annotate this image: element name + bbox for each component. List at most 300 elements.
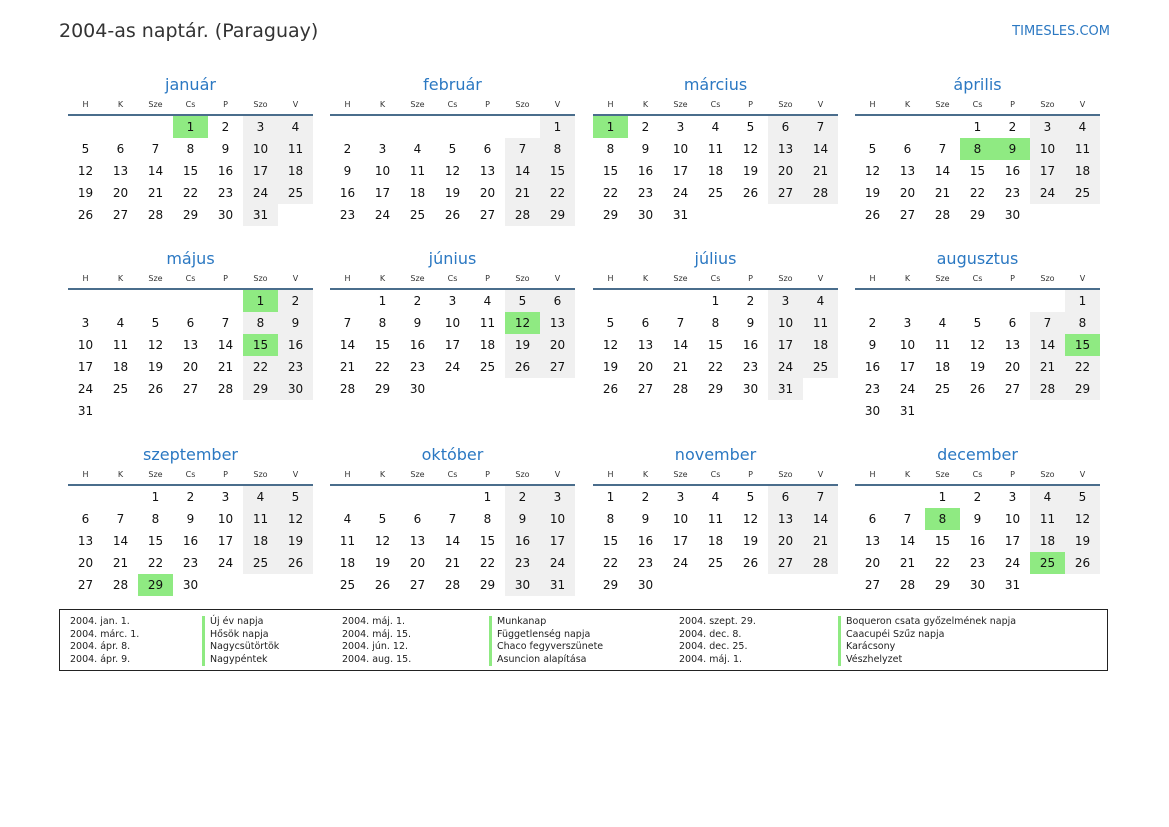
day-cell: 29 bbox=[602, 578, 619, 592]
day-cell: 20 bbox=[864, 556, 881, 570]
day-cell: 2 bbox=[1008, 120, 1017, 134]
day-cell: 28 bbox=[112, 578, 129, 592]
day-cell: 27 bbox=[1004, 382, 1021, 396]
weekday-header: Szo bbox=[1030, 466, 1065, 486]
day-cell: 23 bbox=[217, 186, 234, 200]
day-cell: 7 bbox=[221, 316, 230, 330]
day-cell: 18 bbox=[409, 186, 426, 200]
day-cell: 10 bbox=[217, 512, 234, 526]
day-cell: 13 bbox=[1004, 338, 1021, 352]
day-cell: 29 bbox=[182, 208, 199, 222]
day-cell: 13 bbox=[409, 534, 426, 548]
day-cell: 10 bbox=[1004, 512, 1021, 526]
weekday-header: K bbox=[365, 466, 400, 486]
month-day-grid bbox=[593, 466, 838, 596]
day-cell: 3 bbox=[378, 142, 387, 156]
legend-dates-col-3 bbox=[679, 616, 756, 666]
day-cell: 28 bbox=[803, 182, 838, 204]
day-cell: 25 bbox=[707, 186, 724, 200]
day-cell: 13 bbox=[479, 164, 496, 178]
weekday-header: P bbox=[208, 96, 243, 116]
day-cell: 23 bbox=[505, 552, 540, 574]
month-day-grid bbox=[330, 96, 575, 226]
weekday-header: Szo bbox=[768, 96, 803, 116]
day-cell: 16 bbox=[637, 164, 654, 178]
empty-cell bbox=[365, 116, 400, 138]
month-name: augusztus bbox=[936, 249, 1019, 268]
month-szeptember bbox=[68, 444, 313, 596]
day-cell: 10 bbox=[243, 138, 278, 160]
day-cell: 6 bbox=[868, 512, 877, 526]
weekday-header: K bbox=[103, 466, 138, 486]
day-cell: 5 bbox=[868, 142, 877, 156]
day-cell: 26 bbox=[864, 208, 881, 222]
day-cell: 12 bbox=[77, 164, 94, 178]
empty-cell bbox=[995, 290, 1030, 312]
day-cell: 4 bbox=[711, 490, 720, 504]
day-cell: 2 bbox=[186, 490, 195, 504]
month-október bbox=[330, 444, 575, 596]
day-cell: 6 bbox=[81, 512, 90, 526]
day-cell: 4 bbox=[711, 120, 720, 134]
holiday-day-cell: 15 bbox=[1065, 334, 1100, 356]
day-cell: 1 bbox=[540, 116, 575, 138]
day-cell: 2 bbox=[505, 486, 540, 508]
day-cell: 7 bbox=[343, 316, 352, 330]
day-cell: 9 bbox=[278, 312, 313, 334]
weekday-header: K bbox=[628, 270, 663, 290]
weekday-header: Cs bbox=[698, 270, 733, 290]
day-cell: 20 bbox=[768, 160, 803, 182]
day-cell: 18 bbox=[243, 530, 278, 552]
day-cell: 13 bbox=[864, 534, 881, 548]
empty-cell bbox=[138, 290, 173, 312]
day-cell: 23 bbox=[278, 356, 313, 378]
day-cell: 21 bbox=[112, 556, 129, 570]
day-cell: 18 bbox=[339, 556, 356, 570]
day-cell: 23 bbox=[969, 556, 986, 570]
weekday-header: H bbox=[68, 96, 103, 116]
empty-cell bbox=[173, 290, 208, 312]
weekday-header: Sze bbox=[663, 96, 698, 116]
month-day-grid bbox=[330, 466, 575, 596]
day-cell: 27 bbox=[479, 208, 496, 222]
day-cell: 26 bbox=[969, 382, 986, 396]
day-cell: 3 bbox=[448, 294, 457, 308]
day-cell: 31 bbox=[1004, 578, 1021, 592]
month-name: július bbox=[694, 249, 737, 268]
month-július bbox=[593, 248, 838, 400]
day-cell: 13 bbox=[899, 164, 916, 178]
day-cell: 21 bbox=[803, 160, 838, 182]
month-name: június bbox=[428, 249, 477, 268]
day-cell: 24 bbox=[672, 186, 689, 200]
weekday-header: Cs bbox=[435, 466, 470, 486]
day-cell: 14 bbox=[934, 164, 951, 178]
day-cell: 13 bbox=[77, 534, 94, 548]
legend-holiday-name: Hősök napja bbox=[210, 628, 269, 640]
holiday-day-cell: 1 bbox=[173, 116, 208, 138]
day-cell: 18 bbox=[112, 360, 129, 374]
month-name: április bbox=[953, 75, 1002, 94]
day-cell: 31 bbox=[540, 574, 575, 596]
empty-cell bbox=[1030, 290, 1065, 312]
day-cell: 10 bbox=[540, 508, 575, 530]
weekday-header: Sze bbox=[925, 96, 960, 116]
weekday-header: H bbox=[330, 270, 365, 290]
day-cell: 20 bbox=[637, 360, 654, 374]
weekday-header: Sze bbox=[400, 270, 435, 290]
day-cell: 10 bbox=[768, 312, 803, 334]
day-cell: 14 bbox=[803, 508, 838, 530]
day-cell: 30 bbox=[637, 208, 654, 222]
legend-holiday-name: Asuncion alapítása bbox=[497, 653, 587, 665]
day-cell: 23 bbox=[409, 360, 426, 374]
weekday-header: P bbox=[733, 96, 768, 116]
weekday-header: H bbox=[593, 270, 628, 290]
weekday-header: Sze bbox=[663, 466, 698, 486]
weekday-header: Cs bbox=[960, 96, 995, 116]
day-cell: 14 bbox=[505, 160, 540, 182]
day-cell: 28 bbox=[1030, 378, 1065, 400]
day-cell: 8 bbox=[243, 312, 278, 334]
day-cell: 16 bbox=[278, 334, 313, 356]
weekday-header: H bbox=[68, 466, 103, 486]
legend-date: 2004. dec. 8. bbox=[679, 628, 742, 640]
weekday-header: P bbox=[995, 270, 1030, 290]
day-cell: 15 bbox=[602, 534, 619, 548]
holiday-day-cell: 15 bbox=[243, 334, 278, 356]
weekday-header: Sze bbox=[925, 270, 960, 290]
day-cell: 18 bbox=[278, 160, 313, 182]
day-cell: 7 bbox=[505, 138, 540, 160]
empty-cell bbox=[628, 290, 663, 312]
day-cell: 17 bbox=[243, 160, 278, 182]
day-cell: 13 bbox=[768, 138, 803, 160]
holiday-day-cell: 12 bbox=[505, 312, 540, 334]
day-cell: 3 bbox=[1030, 116, 1065, 138]
day-cell: 30 bbox=[864, 404, 881, 418]
day-cell: 21 bbox=[505, 182, 540, 204]
day-cell: 23 bbox=[637, 556, 654, 570]
day-cell: 30 bbox=[505, 574, 540, 596]
weekday-header: V bbox=[1065, 270, 1100, 290]
day-cell: 2 bbox=[746, 294, 755, 308]
month-name: december bbox=[937, 445, 1018, 464]
weekday-header: H bbox=[593, 96, 628, 116]
day-cell: 4 bbox=[278, 116, 313, 138]
day-cell: 17 bbox=[217, 534, 234, 548]
day-cell: 4 bbox=[343, 512, 352, 526]
legend-holiday-name: Karácsony bbox=[846, 641, 896, 652]
day-cell: 18 bbox=[803, 334, 838, 356]
empty-cell bbox=[103, 486, 138, 508]
day-cell: 17 bbox=[768, 334, 803, 356]
day-cell: 20 bbox=[182, 360, 199, 374]
day-cell: 6 bbox=[540, 290, 575, 312]
weekday-header: V bbox=[803, 270, 838, 290]
day-cell: 17 bbox=[672, 534, 689, 548]
day-cell: 15 bbox=[374, 338, 391, 352]
empty-cell bbox=[890, 290, 925, 312]
weekday-header: V bbox=[1065, 466, 1100, 486]
empty-cell bbox=[855, 116, 890, 138]
weekday-header: V bbox=[540, 270, 575, 290]
day-cell: 24 bbox=[768, 356, 803, 378]
day-cell: 23 bbox=[637, 186, 654, 200]
day-cell: 20 bbox=[768, 530, 803, 552]
day-cell: 7 bbox=[803, 486, 838, 508]
day-cell: 26 bbox=[602, 382, 619, 396]
month-day-grid bbox=[855, 466, 1100, 596]
day-cell: 25 bbox=[707, 556, 724, 570]
day-cell: 17 bbox=[374, 186, 391, 200]
day-cell: 8 bbox=[606, 142, 615, 156]
month-day-grid bbox=[855, 270, 1100, 422]
day-cell: 26 bbox=[1065, 552, 1100, 574]
empty-cell bbox=[330, 116, 365, 138]
empty-cell bbox=[400, 486, 435, 508]
weekday-header: K bbox=[890, 466, 925, 486]
day-cell: 22 bbox=[147, 556, 164, 570]
day-cell: 9 bbox=[221, 142, 230, 156]
legend-date: 2004. dec. 25. bbox=[679, 641, 748, 652]
legend-names-col-3 bbox=[838, 616, 1016, 666]
day-cell: 9 bbox=[641, 512, 650, 526]
weekday-header: H bbox=[855, 96, 890, 116]
day-cell: 15 bbox=[969, 164, 986, 178]
month-március bbox=[593, 74, 838, 226]
day-cell: 11 bbox=[339, 534, 356, 548]
month-day-grid bbox=[593, 96, 838, 226]
day-cell: 5 bbox=[378, 512, 387, 526]
day-cell: 28 bbox=[217, 382, 234, 396]
weekday-header: V bbox=[803, 96, 838, 116]
weekday-header: Szo bbox=[1030, 270, 1065, 290]
holiday-day-cell: 9 bbox=[995, 138, 1030, 160]
legend-holiday-name: Chaco fegyverszünete bbox=[497, 641, 604, 652]
day-cell: 31 bbox=[768, 378, 803, 400]
day-cell: 21 bbox=[444, 556, 461, 570]
day-cell: 25 bbox=[278, 182, 313, 204]
day-cell: 20 bbox=[1004, 360, 1021, 374]
day-cell: 10 bbox=[444, 316, 461, 330]
holiday-day-cell: 1 bbox=[243, 290, 278, 312]
empty-cell bbox=[103, 290, 138, 312]
day-cell: 23 bbox=[1004, 186, 1021, 200]
day-cell: 7 bbox=[448, 512, 457, 526]
empty-cell bbox=[593, 290, 628, 312]
day-cell: 8 bbox=[711, 316, 720, 330]
day-cell: 13 bbox=[182, 338, 199, 352]
legend-holiday-name: Caacupéi Szűz napja bbox=[846, 628, 945, 640]
weekday-header: P bbox=[995, 96, 1030, 116]
day-cell: 25 bbox=[803, 356, 838, 378]
day-cell: 15 bbox=[707, 338, 724, 352]
weekday-header: Cs bbox=[173, 466, 208, 486]
empty-cell bbox=[68, 116, 103, 138]
weekday-header: Cs bbox=[435, 96, 470, 116]
day-cell: 14 bbox=[672, 338, 689, 352]
day-cell: 24 bbox=[444, 360, 461, 374]
weekday-header: Szo bbox=[768, 466, 803, 486]
day-cell: 3 bbox=[676, 120, 685, 134]
day-cell: 7 bbox=[151, 142, 160, 156]
empty-cell bbox=[400, 116, 435, 138]
day-cell: 10 bbox=[899, 338, 916, 352]
day-cell: 14 bbox=[112, 534, 129, 548]
day-cell: 29 bbox=[1065, 378, 1100, 400]
weekday-header: P bbox=[733, 466, 768, 486]
day-cell: 17 bbox=[672, 164, 689, 178]
day-cell: 6 bbox=[116, 142, 125, 156]
day-cell: 14 bbox=[217, 338, 234, 352]
day-cell: 28 bbox=[505, 204, 540, 226]
day-cell: 22 bbox=[374, 360, 391, 374]
month-day-grid bbox=[593, 270, 838, 400]
day-cell: 29 bbox=[243, 378, 278, 400]
day-cell: 22 bbox=[182, 186, 199, 200]
month-name: február bbox=[423, 75, 482, 94]
day-cell: 26 bbox=[742, 186, 759, 200]
empty-cell bbox=[330, 486, 365, 508]
day-cell: 15 bbox=[479, 534, 496, 548]
day-cell: 22 bbox=[602, 186, 619, 200]
weekday-header: Sze bbox=[663, 270, 698, 290]
day-cell: 28 bbox=[803, 552, 838, 574]
weekday-header: H bbox=[330, 96, 365, 116]
legend-holiday-name: Vészhelyzet bbox=[846, 653, 903, 665]
day-cell: 26 bbox=[742, 556, 759, 570]
day-cell: 1 bbox=[973, 120, 982, 134]
weekday-header: H bbox=[855, 466, 890, 486]
day-cell: 19 bbox=[864, 186, 881, 200]
day-cell: 16 bbox=[637, 534, 654, 548]
day-cell: 14 bbox=[803, 138, 838, 160]
day-cell: 18 bbox=[1030, 530, 1065, 552]
day-cell: 22 bbox=[602, 556, 619, 570]
day-cell: 5 bbox=[606, 316, 615, 330]
day-cell: 29 bbox=[540, 204, 575, 226]
legend-names-col-2 bbox=[489, 616, 603, 666]
weekday-header: Sze bbox=[400, 96, 435, 116]
weekday-header: K bbox=[103, 96, 138, 116]
empty-cell bbox=[208, 290, 243, 312]
month-name: január bbox=[165, 75, 216, 94]
day-cell: 11 bbox=[1030, 508, 1065, 530]
day-cell: 7 bbox=[676, 316, 685, 330]
month-január bbox=[68, 74, 313, 226]
day-cell: 28 bbox=[899, 578, 916, 592]
weekday-header: K bbox=[365, 96, 400, 116]
legend-date: 2004. márc. 1. bbox=[70, 628, 140, 640]
day-cell: 7 bbox=[1030, 312, 1065, 334]
day-cell: 17 bbox=[77, 360, 94, 374]
day-cell: 24 bbox=[1030, 182, 1065, 204]
day-cell: 19 bbox=[969, 360, 986, 374]
month-augusztus bbox=[855, 248, 1100, 422]
day-cell: 25 bbox=[934, 382, 951, 396]
day-cell: 22 bbox=[934, 556, 951, 570]
day-cell: 30 bbox=[182, 578, 199, 592]
day-cell: 27 bbox=[540, 356, 575, 378]
day-cell: 23 bbox=[182, 556, 199, 570]
weekday-header: Cs bbox=[173, 96, 208, 116]
day-cell: 21 bbox=[217, 360, 234, 374]
day-cell: 21 bbox=[803, 530, 838, 552]
day-cell: 29 bbox=[602, 208, 619, 222]
day-cell: 17 bbox=[1004, 534, 1021, 548]
day-cell: 19 bbox=[602, 360, 619, 374]
day-cell: 1 bbox=[483, 490, 492, 504]
day-cell: 31 bbox=[672, 208, 689, 222]
legend-names-col-1 bbox=[202, 616, 279, 666]
day-cell: 12 bbox=[602, 338, 619, 352]
day-cell: 17 bbox=[1030, 160, 1065, 182]
legend-date: 2004. máj. 1. bbox=[679, 653, 743, 665]
empty-cell bbox=[330, 290, 365, 312]
month-name: május bbox=[166, 249, 215, 268]
day-cell: 12 bbox=[1065, 508, 1100, 530]
day-cell: 5 bbox=[746, 490, 755, 504]
empty-cell bbox=[68, 290, 103, 312]
day-cell: 31 bbox=[899, 404, 916, 418]
day-cell: 30 bbox=[409, 382, 426, 396]
day-cell: 25 bbox=[112, 382, 129, 396]
day-cell: 29 bbox=[934, 578, 951, 592]
day-cell: 4 bbox=[116, 316, 125, 330]
legend-holiday-name: Új év napja bbox=[210, 616, 264, 627]
day-cell: 26 bbox=[147, 382, 164, 396]
weekday-header: V bbox=[278, 96, 313, 116]
brand-link[interactable]: TIMESLES.COM bbox=[1012, 24, 1110, 39]
legend-date: 2004. máj. 1. bbox=[342, 616, 406, 627]
day-cell: 17 bbox=[540, 530, 575, 552]
day-cell: 17 bbox=[444, 338, 461, 352]
empty-cell bbox=[435, 116, 470, 138]
day-cell: 12 bbox=[444, 164, 461, 178]
day-cell: 19 bbox=[77, 186, 94, 200]
legend-holiday-name: Nagypéntek bbox=[210, 653, 268, 665]
day-cell: 5 bbox=[746, 120, 755, 134]
day-cell: 1 bbox=[1065, 290, 1100, 312]
day-cell: 19 bbox=[742, 534, 759, 548]
day-cell: 4 bbox=[938, 316, 947, 330]
day-cell: 30 bbox=[742, 382, 759, 396]
day-cell: 5 bbox=[81, 142, 90, 156]
weekday-header: H bbox=[68, 270, 103, 290]
day-cell: 1 bbox=[378, 294, 387, 308]
day-cell: 5 bbox=[278, 486, 313, 508]
day-cell: 11 bbox=[112, 338, 129, 352]
day-cell: 1 bbox=[711, 294, 720, 308]
day-cell: 20 bbox=[899, 186, 916, 200]
day-cell: 22 bbox=[707, 360, 724, 374]
month-day-grid bbox=[330, 270, 575, 400]
day-cell: 11 bbox=[803, 312, 838, 334]
day-cell: 14 bbox=[339, 338, 356, 352]
day-cell: 24 bbox=[243, 182, 278, 204]
day-cell: 16 bbox=[339, 186, 356, 200]
month-day-grid bbox=[68, 466, 313, 596]
day-cell: 24 bbox=[217, 556, 234, 570]
day-cell: 6 bbox=[903, 142, 912, 156]
day-cell: 18 bbox=[707, 164, 724, 178]
weekday-header: K bbox=[628, 466, 663, 486]
legend-date: 2004. jan. 1. bbox=[70, 616, 130, 627]
weekday-header: Sze bbox=[138, 96, 173, 116]
holiday-day-cell: 29 bbox=[138, 574, 173, 596]
